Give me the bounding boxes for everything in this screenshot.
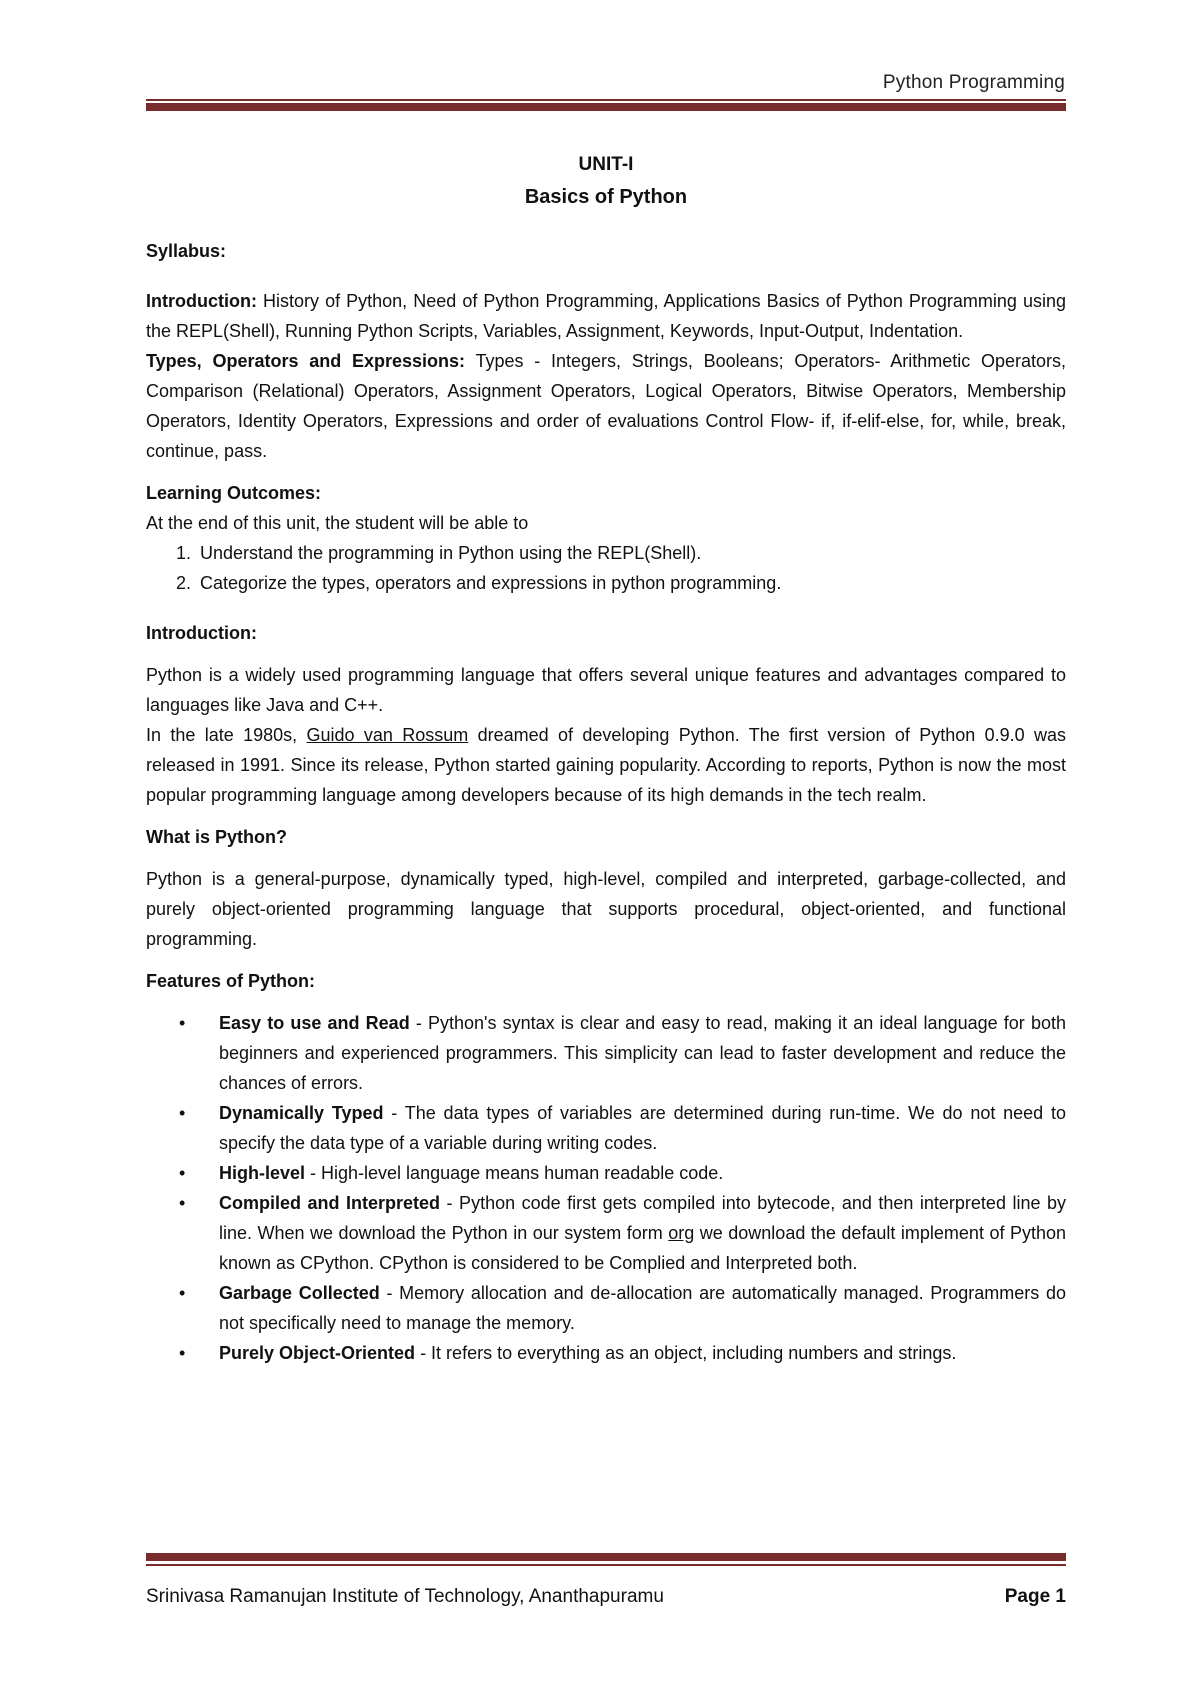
learning-outcomes-list [146,538,1066,598]
list-item [146,1098,1066,1158]
list-item: 1. Understand the programming in Python using the REPL(Shell). [196,538,1066,568]
bullet-icon: • [179,1163,186,1183]
feature-term: Compiled and Interpreted [219,1193,441,1213]
header-rule-thin [146,99,1066,101]
feature-term: Garbage Collected [219,1283,380,1303]
bullet-icon: • [179,1193,186,1213]
header-rule-thick [146,103,1066,111]
what-is-python-text: Python is a general-purpose, dynamically typed, high-level, compiled and interpreted, garbage-collected, and purely object-oriented programming language that supports procedural, object-oriented, and functional programming. [146,869,1066,949]
page-content [146,148,1066,1368]
feature-text: we download the default implement of Python known as CPython. CPython is considered to be Complied and Interpreted both. [219,1223,1067,1273]
page-footer [146,1586,1066,1608]
running-header: Python Programming [882,72,1065,93]
list-item [146,1338,1066,1368]
footer-rule-thick [146,1553,1066,1561]
syllabus-introduction [146,286,1066,346]
learning-outcomes-heading: Learning Outcomes: [146,483,322,503]
list-item [146,1008,1066,1098]
syllabus-types-label: Types, Operators and Expressions: [146,351,466,371]
feature-text: - Memory allocation and de-allocation are automatically managed. Programmers do not specifically need to manage the memory. [219,1283,1067,1333]
introduction-heading: Introduction: [146,623,257,643]
feature-text: - Python's syntax is clear and easy to read, making it an ideal language for both beginners and experienced programmers. This simplicity can lead to faster development and reduce the chances of errors. [219,1013,1066,1093]
bullet-icon: • [179,1343,186,1363]
feature-term: Dynamically Typed [219,1103,384,1123]
feature-term: Purely Object-Oriented [219,1343,416,1363]
feature-text: - Python code first gets compiled into bytecode, and then interpreted line by line. When we download the Python in our system form [219,1193,1066,1243]
bullet-icon: • [179,1103,186,1123]
unit-title: UNIT-I [578,154,634,175]
feature-text: - High-level language means human readable code. [305,1163,724,1183]
page-number: Page 1 [1004,1586,1066,1607]
syllabus-intro-label: Introduction: [146,291,257,311]
list-item: 2. Categorize the types, operators and expressions in python programming. [196,568,1066,598]
feature-text: - The data types of variables are determined during run-time. We do not need to specify the data type of a variable during writing codes. [219,1103,1066,1153]
list-item [146,1278,1066,1338]
features-heading: Features of Python: [146,971,316,991]
syllabus-heading: Syllabus: [146,241,227,261]
feature-term: Easy to use and Read [219,1013,410,1033]
org-link[interactable]: org [668,1223,695,1243]
footer-rule-thin [146,1564,1066,1566]
syllabus-intro-text: History of Python, Need of Python Programming, Applications Basics of Python Programming using the REPL(Shell), Running Python Scripts, Variables, Assignment, Keywords, Input-Output, Indentation. [146,291,1066,341]
learning-outcomes-lead: At the end of this unit, the student will be able to [146,513,529,533]
bullet-icon: • [179,1013,186,1033]
footer-institute: Srinivasa Ramanujan Institute of Technology, Ananthapuramu [146,1586,664,1607]
feature-text: - It refers to everything as an object, including numbers and strings. [415,1343,957,1363]
page-title: Basics of Python [524,186,688,208]
list-item [146,1158,1066,1188]
features-list [146,1008,1066,1368]
syllabus-types-text: Types - Integers, Strings, Booleans; Operators- Arithmetic Operators, Comparison (Relational) Operators, Assignment Operators, Logical Operators, Bitwise Operators, Membership Operators, Identity Operators, Expressions and order of evaluations Control Flow- if, if-elif-else, for, while, break, continue, pass. [146,351,1067,461]
intro-text-after: dreamed of developing Python. The first version of Python 0.9.0 was released in 1991. Since its release, Python started gaining popularity. According to reports, Python is now the most popular programming language among developers because of its high demands in the tech realm. [146,725,1067,805]
guido-link[interactable]: Guido van Rossum [306,725,469,745]
introduction-paragraph-1: Python is a widely used programming language that offers several unique features and advantages compared to languages like Java and C++. [146,665,1066,715]
bullet-icon: • [179,1283,186,1303]
intro-text-before: In the late 1980s, [146,725,307,745]
what-is-python-heading: What is Python? [146,827,287,847]
feature-term: High-level [219,1163,306,1183]
introduction-paragraph-2 [146,720,1066,810]
list-item [146,1188,1066,1278]
syllabus-types [146,346,1066,466]
